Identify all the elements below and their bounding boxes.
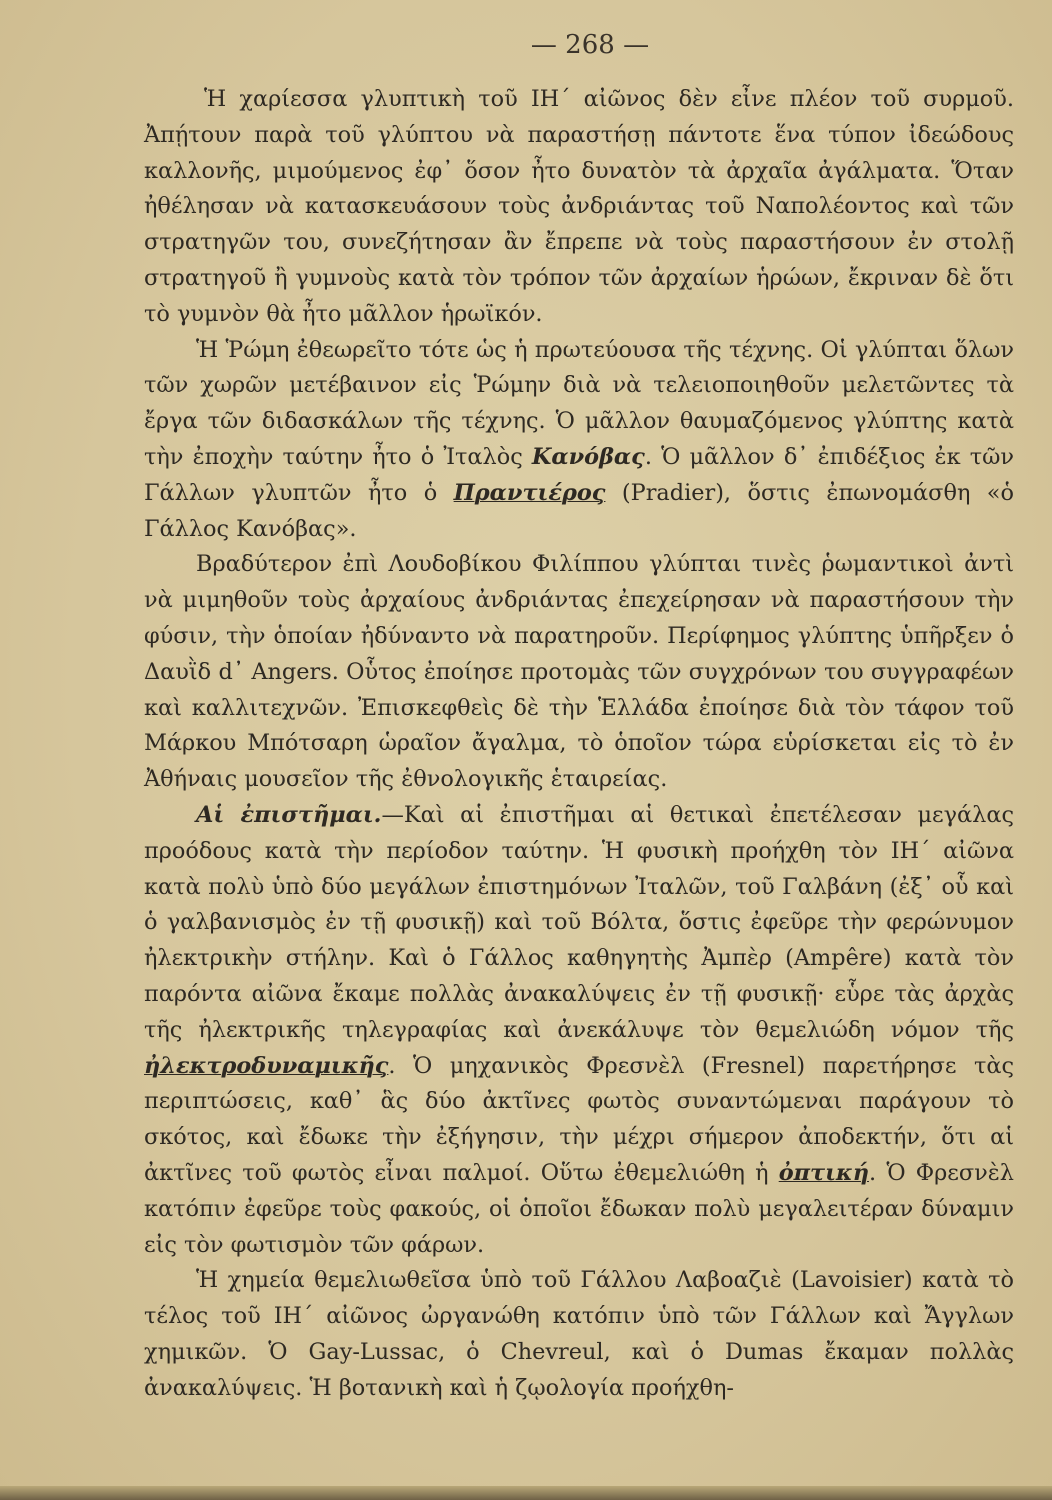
- paragraph-text: (Pradier), ὅστις ἐπωνομάσθη «ὁ Γάλλος Κανόβας».: [144, 479, 1014, 542]
- emphasis-electrodynamics: ἠλεκτροδυναμικῆς: [144, 1052, 389, 1079]
- paragraph-sculpture-fashion: Ἡ χαρίεσσα γλυπτικὴ τοῦ ΙΗ΄ αἰῶνος δὲν εἶνε πλέον τοῦ συρμοῦ. Ἀπῄτουν παρὰ τοῦ γλύπτου νὰ παραστήσῃ πάντοτε ἕνα τύπον ἰδεώδους καλλονῆς, μιμούμενος ἐφ᾽ ὅσον ἦτο δυνατὸν τὰ ἀρχαῖα ἀγάλματα. Ὅταν ἠθέλησαν νὰ κατασκευάσουν τοὺς ἀνδριάντας τοῦ Ναπολέοντος καὶ τῶν στρατηγῶν του, συνεζήτησαν ἂν ἔπρεπε νὰ τοὺς παραστήσουν ἐν στολῇ στρατηγοῦ ἢ γυμνοὺς κατὰ τὸν τρόπον τῶν ἀρχαίων ἡρώων, ἔκριναν δὲ ὅτι τὸ γυμνὸν θὰ ἦτο μᾶλλον ἡρωϊκόν.: [144, 86, 1014, 327]
- paragraph-text: —Καὶ αἱ ἐπιστῆμαι αἱ θετικαὶ ἐπετέλεσαν μεγάλας προόδους κατὰ τὴν περίοδον ταύτην. Ἡ φυσικὴ προήχθη τὸν ΙΗ΄ αἰῶνα κατὰ πολὺ ὑπὸ δύο μεγάλων ἐπιστημόνων Ἰταλῶν, τοῦ Γαλβάνη (ἐξ᾽ οὗ καὶ ὁ γαλβανισμὸς ἐν τῇ φυσικῇ) καὶ τοῦ Βόλτα, ὅστις ἐφεῦρε τὴν φερώνυμον ἠλεκτρικὴν στήλην. Καὶ ὁ Γάλλος καθηγητὴς Ἀμπὲρ (Ampêre) κατὰ τὸν παρόντα αἰῶνα ἔκαμε πολλὰς ἀνακαλύψεις ἐν τῇ φυσικῇ· εὗρε τὰς ἀρχὰς τῆς ἠλεκτρικῆς τηλεγραφίας καὶ ἀνεκάλυψε τὸν θεμελιώδη νόμον τῆς: [144, 801, 1014, 1043]
- emphasis-pradier: Πραντιέρος: [453, 479, 606, 506]
- paragraph-chemistry: Ἡ χημεία θεμελιωθεῖσα ὑπὸ τοῦ Γάλλου Λαβοαζιὲ (Lavoisier) κατὰ τὸ τέλος τοῦ ΙΗ΄ αἰῶνος ὠργανώθη κατόπιν ὑπὸ τῶν Γάλλων καὶ Ἄγγλων χημικῶν. Ὁ Gay-Lussac, ὁ Chevreul, καὶ ὁ Dumas ἔκαμαν πολλὰς ἀνακαλύψεις. Ἡ βοτανικὴ καὶ ἡ ζῳολογία προήχθη-: [144, 1267, 1014, 1401]
- paragraph-rome-art-capital: [144, 333, 1014, 548]
- text-body: [144, 82, 1014, 1406]
- page-number: — 268 —: [530, 30, 650, 60]
- paragraph-text: Ἡ Ῥώμη ἐθεωρεῖτο τότε ὡς ἡ πρωτεύουσα τῆς τέχνης. Οἱ γλύπται ὅλων τῶν χωρῶν μετέβαινον εἰς Ῥώμην διὰ νὰ τελειοποιηθοῦν μελετῶντες τὰ ἔργα τῶν διδασκάλων τῆς τέχνης. Ὁ μᾶλλον θαυμαζόμενος γλύπτης κατὰ τὴν ἐποχὴν ταύτην ἦτο ὁ Ἰταλὸς: [144, 336, 1014, 470]
- paragraph-text: . Ὁ μηχανικὸς Φρεσνὲλ (Fresnel) παρετήρησε τὰς περιπτώσεις, καθ᾽ ἃς δύο ἀκτῖνες φωτὸς συναντώμεναι παράγουν τὸ σκότος, καὶ ἔδωκε τὴν ἐξήγησιν, τὴν μέχρι σήμερον ἀποδεκτήν, ὅτι αἱ ἀκτῖνες τοῦ φωτὸς εἶναι παλμοί. Οὕτω ἐθεμελιώθη ἡ: [144, 1052, 1014, 1186]
- emphasis-optics: ὀπτική: [778, 1159, 869, 1186]
- paragraph-romantic-sculptors: Βραδύτερον ἐπὶ Λουδοβίκου Φιλίππου γλύπται τινὲς ῥωμαντικοὶ ἀντὶ νὰ μιμηθοῦν τοὺς ἀρχαίους ἀνδριάντας ἐπεχείρησαν νὰ παραστήσουν τὴν φύσιν, τὴν ὁποίαν ἠδύναντο νὰ παρατηροῦν. Περίφημος γλύπτης ὑπῆρξεν ὁ Δαυῒδ d᾽ Angers. Οὗτος ἐποίησε προτομὰς τῶν συγχρόνων του συγγραφέων καὶ καλλιτεχνῶν. Ἐπισκεφθεὶς δὲ τὴν Ἑλλάδα ἐποίησε διὰ τὸν τάφον τοῦ Μάρκου Μπότσαρη ὡραῖον ἄγαλμα, τὸ ὁποῖον τώρα εὑρίσκεται εἰς τὸ ἐν Ἀθήναις μουσεῖον τῆς ἐθνολογικῆς ἑταιρείας.: [144, 551, 1014, 793]
- paragraph-text: . Ὁ μᾶλλον δ᾽ ἐπιδέξιος ἐκ τῶν Γάλλων γλυπτῶν ἦτο ὁ: [144, 443, 1014, 506]
- paragraph-sciences: [144, 798, 1014, 1263]
- emphasis-canova: Κανόβας: [531, 443, 645, 470]
- paragraph-text: . Ὁ Φρεσνὲλ κατόπιν ἐφεῦρε τοὺς φακούς, οἱ ὁποῖοι ἔδωκαν πολὺ μεγαλειτέραν δύναμιν εἰς τὸν φωτισμὸν τῶν φάρων.: [144, 1159, 1014, 1258]
- section-heading-sciences: Αἱ ἐπιστῆμαι.: [196, 801, 382, 828]
- page-bottom-edge: [0, 1486, 1052, 1500]
